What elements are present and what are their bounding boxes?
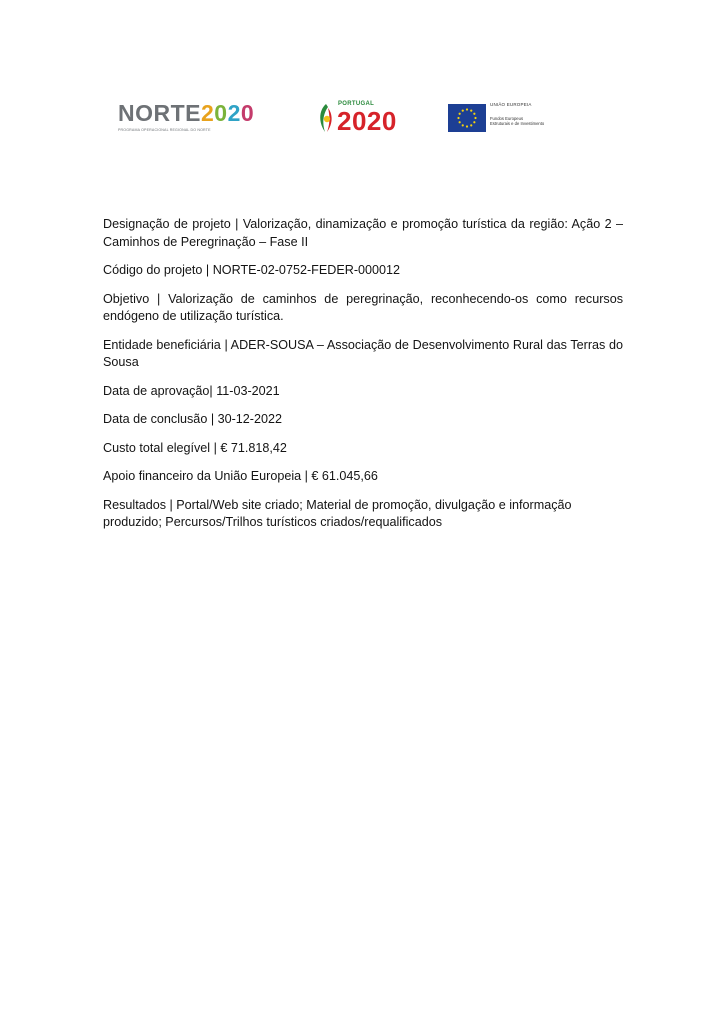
eu-flag-icon <box>448 104 486 132</box>
eu-logo <box>448 102 558 136</box>
eu-funds-line1: Fundos Europeus <box>490 116 524 121</box>
project-beneficiary: Entidade beneficiária | ADER-SOUSA – Associação de Desenvolvimento Rural das Terras do Sousa <box>103 337 623 369</box>
project-eu-support: Apoio financeiro da União Europeia | € 61.045,66 <box>103 469 378 483</box>
norte-digit-3: 2 <box>227 100 241 126</box>
portugal-emblem-icon <box>316 102 336 134</box>
norte-digit-4: 0 <box>240 100 255 126</box>
norte-2020-wordmark <box>118 102 284 125</box>
portugal-label: PORTUGAL <box>338 101 375 107</box>
project-approval-date: Data de aprovação| 11-03-2021 <box>103 383 280 398</box>
logo-bar <box>118 96 558 142</box>
norte-digit-2: 0 <box>214 100 228 126</box>
eu-title: UNIÃO EUROPEIA <box>490 102 532 107</box>
project-completion-date: Data de conclusão | 30-12-2022 <box>103 412 283 426</box>
portugal-year: 2020 <box>337 106 397 136</box>
project-designation: Designação de projeto | Valorização, dinamização e promoção turística da região: Ação 2 – Caminhos de Peregrinação – Fase II <box>103 217 623 249</box>
project-code: Código do projeto | NORTE-02-0752-FEDER-000012 <box>103 263 401 277</box>
norte-2020-logo <box>118 102 284 136</box>
norte-digit-1: 2 <box>201 100 215 126</box>
eu-funds-line2: Estruturais e de Investimento <box>490 121 545 126</box>
norte-subtitle: PROGRAMA OPERACIONAL REGIONAL DO NORTE <box>118 128 211 132</box>
project-objective: Objetivo | Valorização de caminhos de peregrinação, reconhecendo-os como recursos endógeno de utilização turística. <box>103 291 623 323</box>
project-results: Resultados | Portal/Web site criado; Material de promoção, divulgação e informação produzido; Percursos/Trilhos turísticos criados/requalificados <box>103 497 572 529</box>
project-total-cost: Custo total elegível | € 71.818,42 <box>103 440 287 455</box>
portugal-2020-logo <box>316 98 408 138</box>
project-info <box>103 216 623 543</box>
norte-word: NORTE <box>118 100 201 126</box>
